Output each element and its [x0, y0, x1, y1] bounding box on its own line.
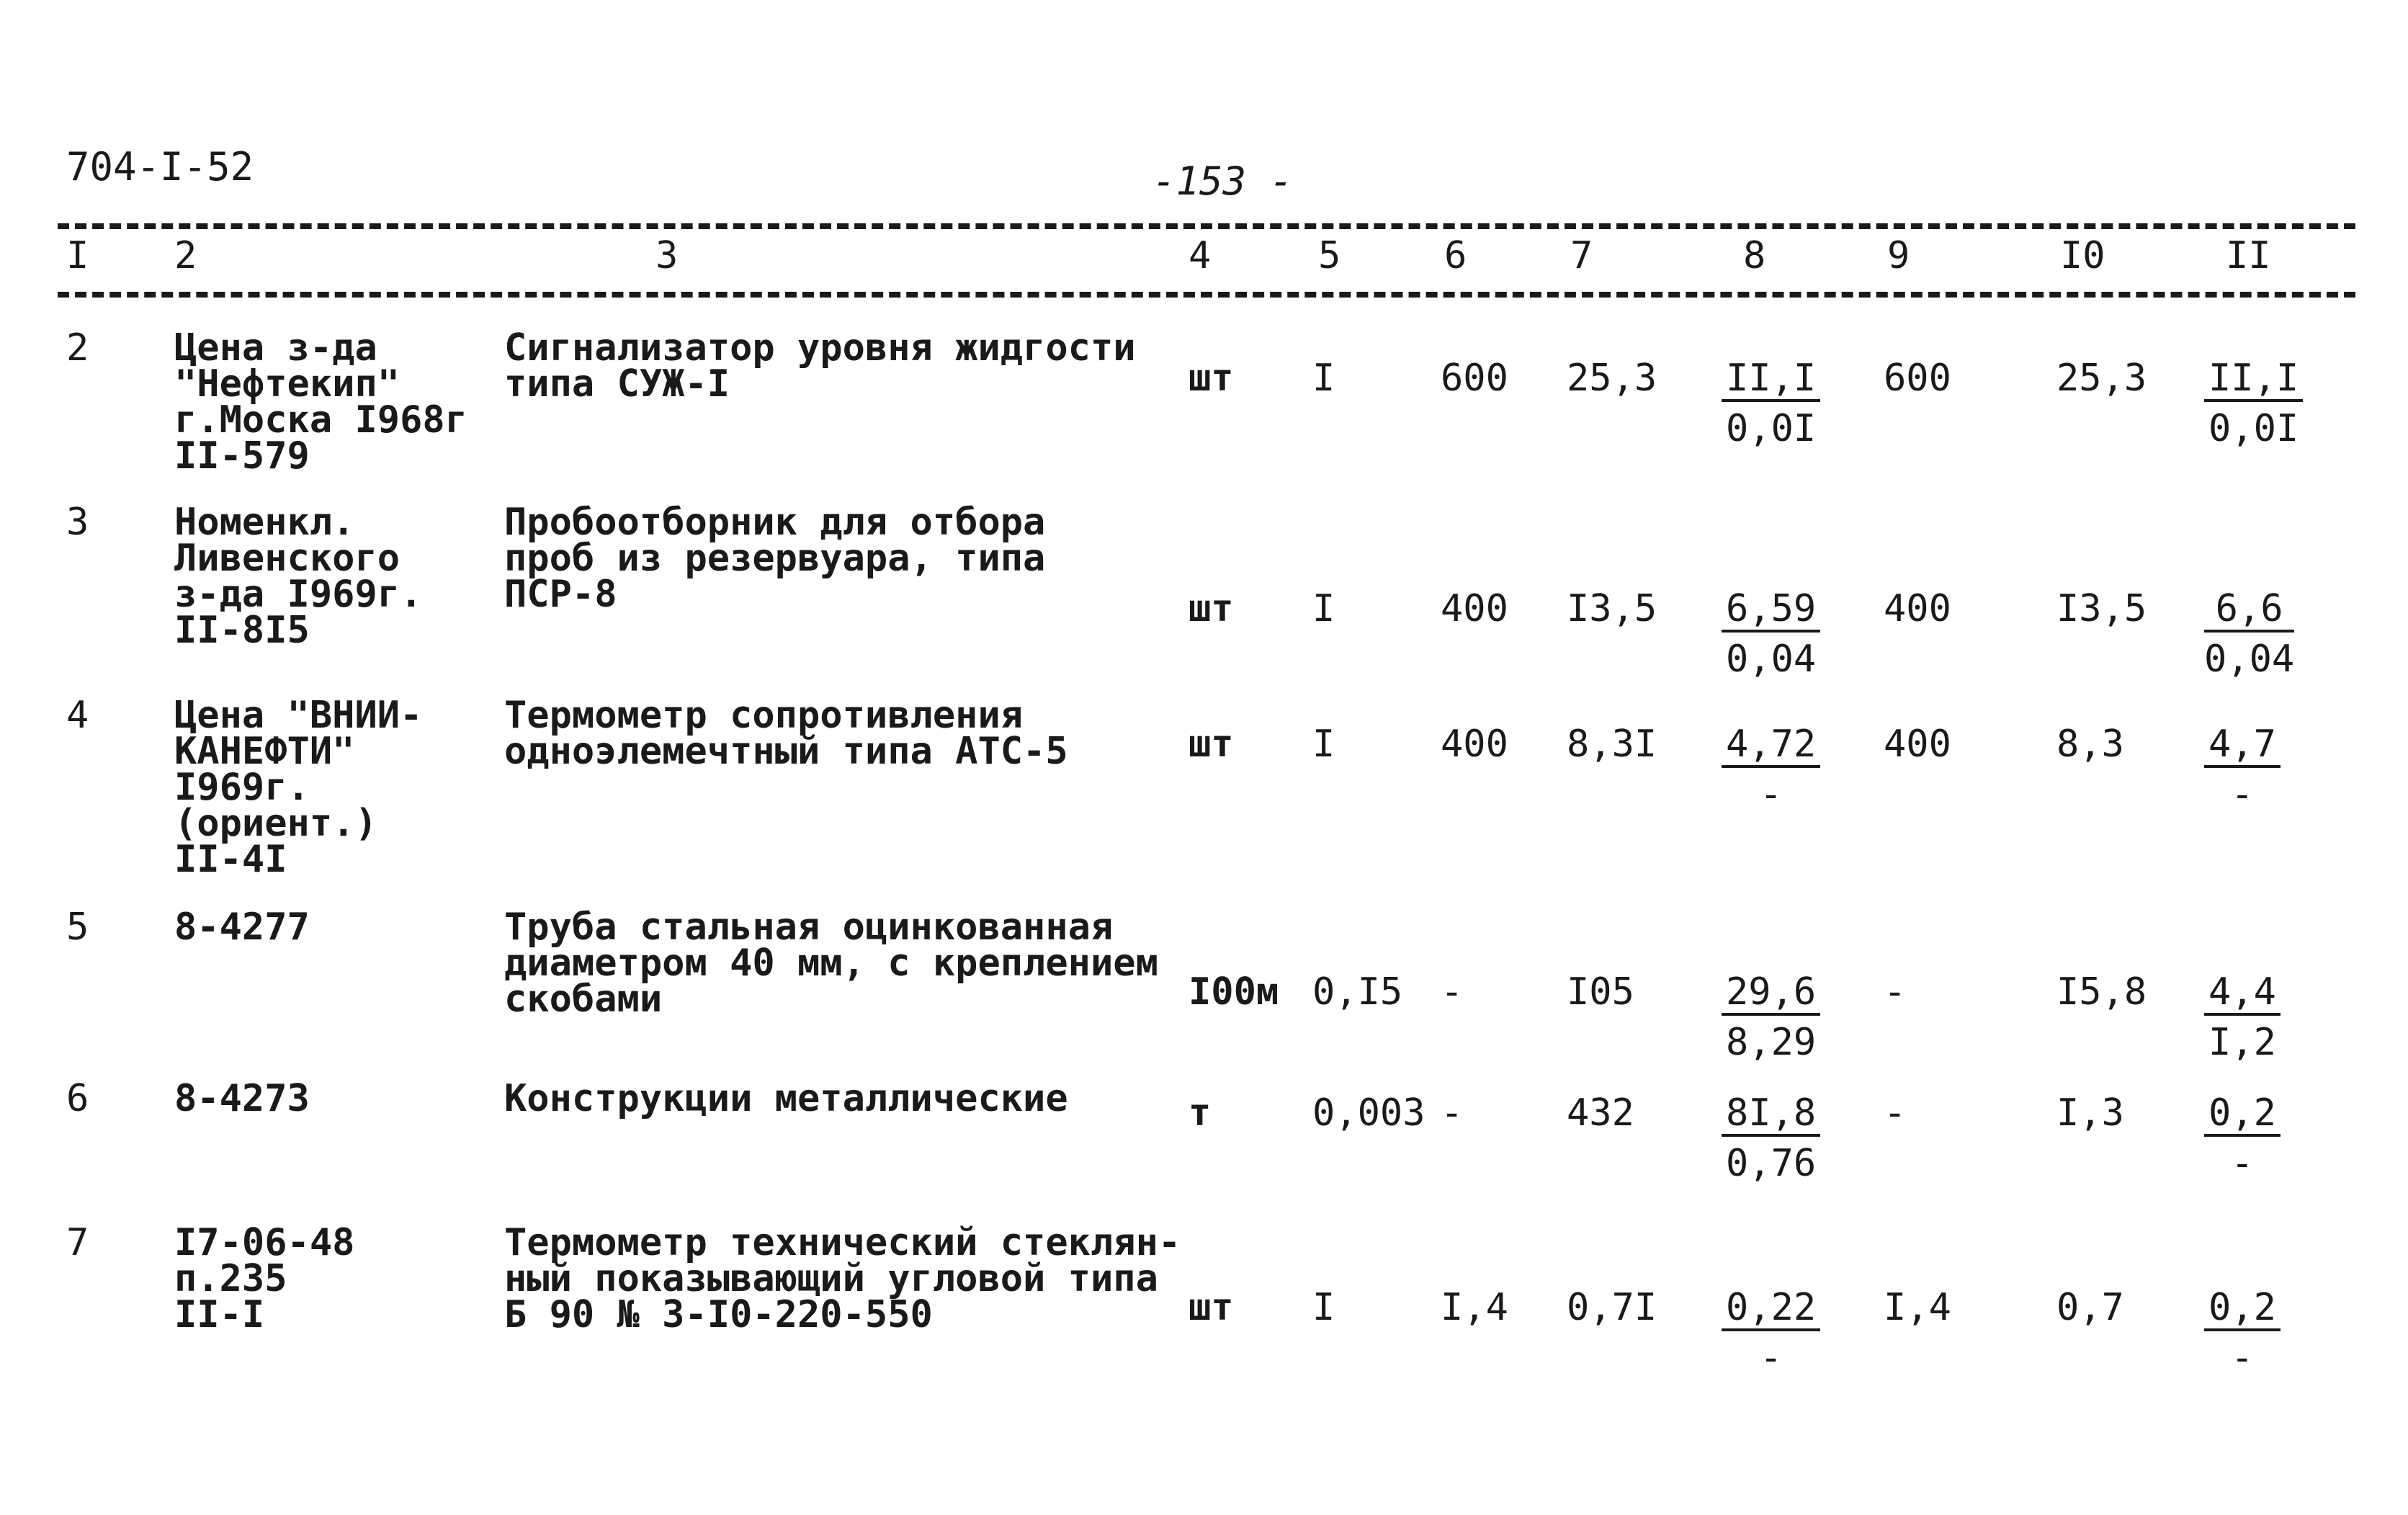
cell-row4-col3: Термометр сопротивления одноэлемечтный типа АТС-5: [504, 694, 1068, 773]
fraction-numerator: 8I,8: [1722, 1095, 1820, 1137]
fraction-row5-col11: [2204, 970, 2281, 1064]
cell-row6-col7: 432: [1567, 1091, 1634, 1135]
fraction-row4-col11: [2204, 723, 2281, 816]
cell-row4-col5: I: [1312, 723, 1335, 766]
cell-row5-col1: 5: [66, 906, 89, 949]
cell-row5-col3: Труба стальная оцинкованная диаметром 40 мм, с креплением скобами: [504, 906, 1158, 1021]
fraction-denominator: 0,04: [1726, 638, 1817, 681]
fraction-row7-col8: [1722, 1286, 1820, 1380]
fraction-numerator: 29,6: [1722, 974, 1820, 1016]
cell-row2-col1: 2: [66, 326, 89, 370]
fraction-denominator: I,2: [2208, 1021, 2276, 1064]
cell-row5-col10: I5,8: [2056, 970, 2147, 1014]
cell-row2-col7: 25,3: [1567, 357, 1657, 400]
fraction-numerator: 4,72: [1722, 726, 1820, 768]
cell-row3-col4: шт: [1189, 587, 1234, 630]
fraction-denominator: 0,76: [1726, 1142, 1817, 1185]
cell-row3-col9: 400: [1884, 587, 1951, 630]
fraction-row5-col8: [1722, 970, 1820, 1064]
cell-row2-col10: 25,3: [2056, 357, 2147, 400]
cell-row7-col5: I: [1312, 1286, 1335, 1329]
fraction-denominator: 0,0I: [1726, 407, 1817, 450]
cell-row7-col3: Термометр технический стеклян- ный показывающий угловой типа Б 90 № 3-I0-220-550: [504, 1221, 1181, 1336]
column-header-11: II: [2226, 234, 2271, 277]
cell-row2-col9: 600: [1884, 357, 1951, 400]
fraction-row7-col11: [2204, 1286, 2281, 1380]
cell-row7-col10: 0,7: [2056, 1286, 2124, 1329]
cell-row6-col4: т: [1189, 1091, 1212, 1135]
cell-row4-col1: 4: [66, 694, 89, 737]
fraction-denominator: 0,0I: [2208, 407, 2299, 450]
fraction-row3-col11: [2204, 587, 2295, 681]
cell-row3-col1: 3: [66, 501, 89, 544]
fraction-row4-col8: [1722, 723, 1820, 816]
column-header-8: 8: [1743, 234, 1766, 277]
cell-row5-col9: -: [1884, 970, 1907, 1014]
fraction-denominator: 8,29: [1726, 1021, 1817, 1064]
cell-row7-col4: шт: [1189, 1286, 1234, 1329]
fraction-numerator: 0,2: [2204, 1095, 2281, 1137]
cell-row7-col6: I,4: [1441, 1286, 1508, 1329]
cell-row5-col5: 0,I5: [1312, 970, 1403, 1014]
fraction-numerator: II,I: [2204, 360, 2303, 402]
cell-row5-col4: I00м: [1189, 970, 1279, 1014]
cell-row6-col2: 8-4273: [174, 1077, 310, 1120]
header-top-rule: [58, 223, 2355, 229]
cell-row5-col2: 8-4277: [174, 906, 310, 949]
cell-row2-col4: шт: [1189, 357, 1234, 400]
column-header-5: 5: [1318, 234, 1341, 277]
cell-row3-col7: I3,5: [1567, 587, 1657, 630]
fraction-numerator: II,I: [1722, 360, 1820, 402]
page-number: -153 -: [1152, 158, 1294, 204]
cell-row6-col10: I,3: [2056, 1091, 2124, 1135]
cell-row4-col7: 8,3I: [1567, 723, 1657, 766]
cell-row3-col10: I3,5: [2056, 587, 2147, 630]
cell-row7-col1: 7: [66, 1221, 89, 1264]
cell-row4-col4: шт: [1189, 723, 1234, 766]
fraction-row2-col8: [1722, 357, 1820, 450]
fraction-numerator: 0,22: [1722, 1290, 1820, 1331]
cell-row2-col2: Цена з-да "Нефтекип" г.Моска I968г II-579: [174, 326, 467, 478]
column-header-3: 3: [655, 234, 679, 277]
cell-row7-col2: I7-06-48 п.235 II-I: [174, 1221, 355, 1336]
column-header-4: 4: [1189, 234, 1212, 277]
column-header-9: 9: [1887, 234, 1910, 277]
cell-row4-col6: 400: [1441, 723, 1508, 766]
fraction-denominator: -: [2231, 1142, 2254, 1185]
cell-row3-col2: Номенкл. Ливенского з-да I969г. II-8I5: [174, 501, 423, 652]
column-header-7: 7: [1570, 234, 1593, 277]
cell-row3-col6: 400: [1441, 587, 1508, 630]
cell-row7-col7: 0,7I: [1567, 1286, 1657, 1329]
fraction-numerator: 0,2: [2204, 1290, 2281, 1331]
fraction-row6-col11: [2204, 1091, 2281, 1185]
cell-row5-col6: -: [1441, 970, 1464, 1014]
cell-row3-col3: Пробоотборник для отбора проб из резервуара, типа ПСР-8: [504, 501, 1046, 616]
cell-row6-col3: Конструкции металлические: [504, 1077, 1068, 1120]
cell-row6-col1: 6: [66, 1077, 89, 1120]
cell-row4-col9: 400: [1884, 723, 1951, 766]
fraction-denominator: 0,04: [2204, 638, 2295, 681]
fraction-numerator: 6,59: [1722, 591, 1820, 633]
fraction-numerator: 6,6: [2204, 591, 2294, 633]
column-header-6: 6: [1444, 234, 1467, 277]
document-code: 704-I-52: [66, 144, 254, 189]
fraction-denominator: -: [1759, 1336, 1783, 1380]
cell-row2-col3: Сигнализатор уровня жидгости типа СУЖ-I: [504, 326, 1136, 406]
cell-row4-col2: Цена "ВНИИ- КАНЕФТИ" I969г. (ориент.) II-4I: [174, 694, 423, 881]
cell-row6-col9: -: [1884, 1091, 1907, 1135]
fraction-row2-col11: [2204, 357, 2303, 450]
fraction-row6-col8: [1722, 1091, 1820, 1185]
cell-row4-col10: 8,3: [2056, 723, 2124, 766]
column-header-1: I: [66, 234, 89, 277]
fraction-numerator: 4,7: [2204, 726, 2281, 768]
fraction-denominator: -: [2231, 1336, 2254, 1380]
cell-row5-col7: I05: [1567, 970, 1634, 1014]
cell-row2-col5: I: [1312, 357, 1335, 400]
fraction-row3-col8: [1722, 587, 1820, 681]
cell-row6-col6: -: [1441, 1091, 1464, 1135]
header-bottom-rule: [58, 292, 2355, 298]
fraction-numerator: 4,4: [2204, 974, 2281, 1016]
fraction-denominator: -: [1759, 773, 1783, 816]
cell-row2-col6: 600: [1441, 357, 1508, 400]
fraction-denominator: -: [2231, 773, 2254, 816]
column-header-2: 2: [174, 234, 197, 277]
cell-row6-col5: 0,003: [1312, 1091, 1425, 1135]
cell-row3-col5: I: [1312, 587, 1335, 630]
cell-row7-col9: I,4: [1884, 1286, 1951, 1329]
column-header-10: I0: [2060, 234, 2105, 277]
